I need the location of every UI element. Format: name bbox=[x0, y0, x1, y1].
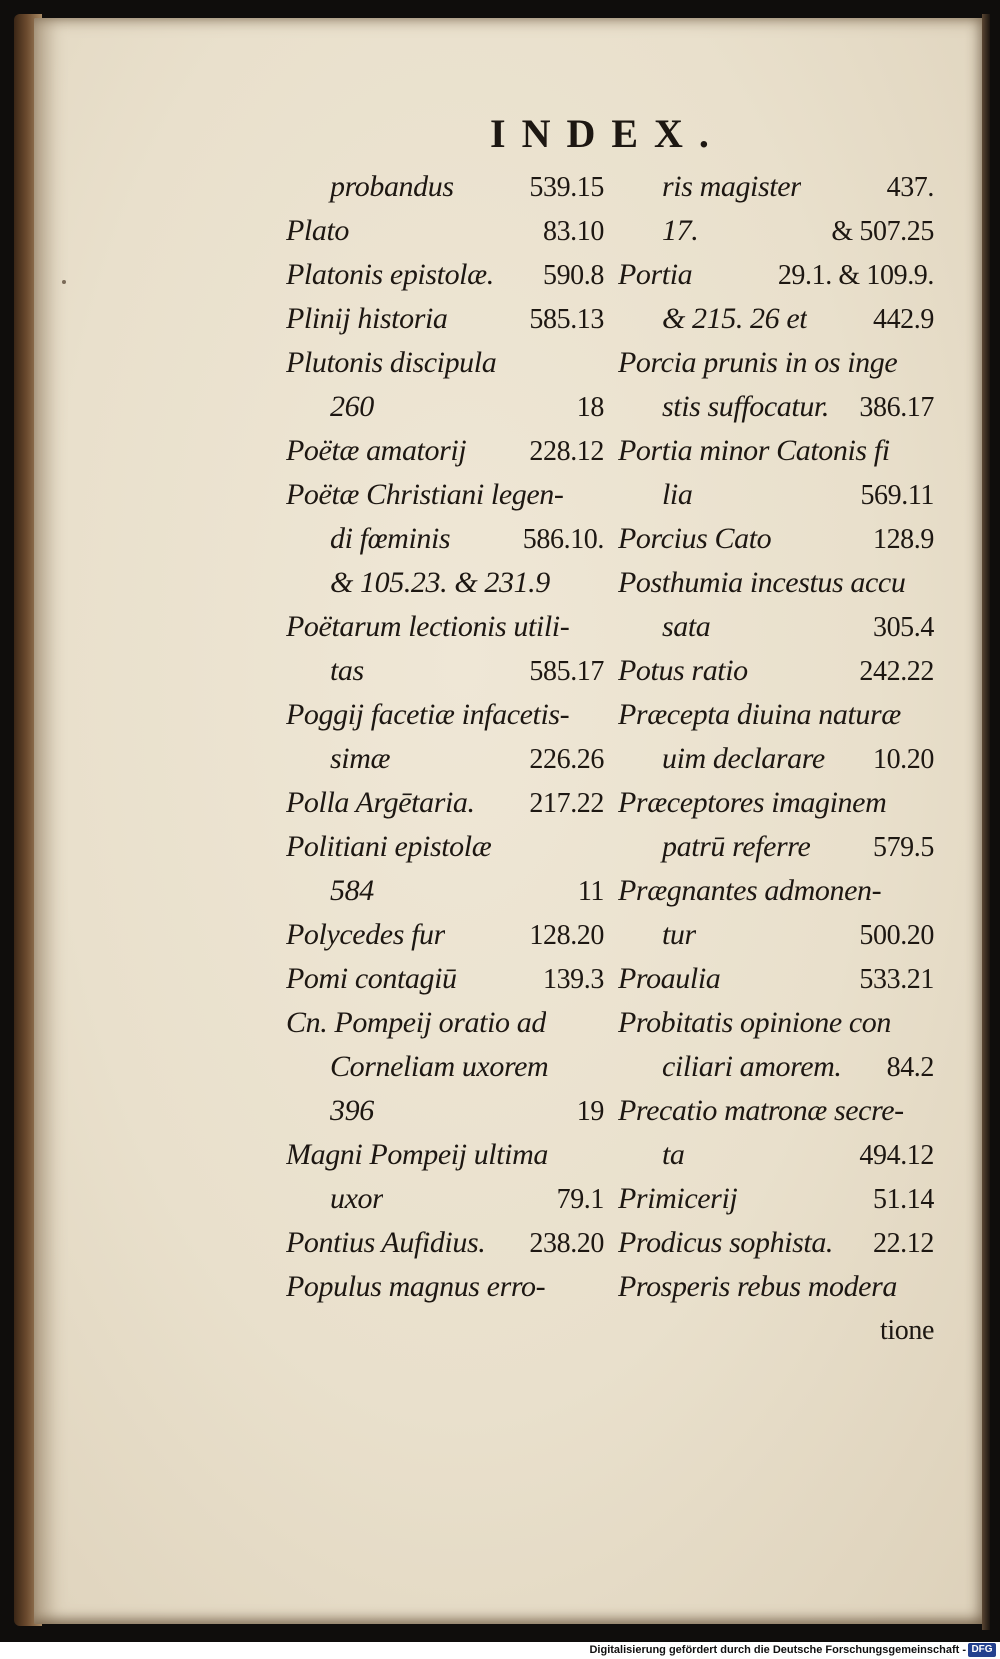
index-entry bbox=[618, 517, 934, 561]
index-entry-term: Poëtæ amatorij bbox=[286, 434, 467, 467]
index-entry-reference: 10.20 bbox=[872, 744, 934, 775]
index-entry bbox=[618, 1001, 934, 1045]
index-entry bbox=[286, 1265, 604, 1309]
index-entry-term: patrū referre bbox=[662, 830, 811, 863]
index-entry bbox=[286, 693, 604, 737]
index-entry-reference: 84.2 bbox=[886, 1052, 934, 1083]
index-entry bbox=[286, 473, 604, 517]
index-entry bbox=[286, 1001, 604, 1045]
index-entry bbox=[286, 913, 604, 957]
index-column-left bbox=[286, 165, 604, 1309]
index-entry-term: Porcius Cato bbox=[618, 522, 772, 555]
index-entry-term: Potus ratio bbox=[618, 654, 748, 687]
index-entry-reference: 139.3 bbox=[542, 964, 604, 995]
index-entry bbox=[286, 649, 604, 693]
index-entry bbox=[618, 1133, 934, 1177]
index-entry-reference: 226.26 bbox=[529, 744, 604, 775]
index-entry bbox=[618, 165, 934, 209]
index-entry bbox=[286, 253, 604, 297]
index-entry-term: Prodicus sophista. bbox=[618, 1226, 834, 1259]
index-entry-term: Pomi contagiū bbox=[286, 962, 457, 995]
index-entry-reference: 51.14 bbox=[872, 1184, 934, 1215]
index-entry-reference: & 507.25 bbox=[831, 216, 934, 247]
index-entry bbox=[618, 1177, 934, 1221]
index-entry-term: ciliari amorem. bbox=[662, 1050, 842, 1083]
index-entry bbox=[286, 737, 604, 781]
index-entry-term: Platonis epistolæ. bbox=[286, 258, 494, 291]
index-entry bbox=[286, 209, 604, 253]
index-entry-term: simæ bbox=[330, 742, 391, 775]
index-entry-term: Pontius Aufidius. bbox=[286, 1226, 486, 1259]
index-entry-reference: 533.21 bbox=[859, 964, 934, 995]
index-entry-reference: 238.20 bbox=[529, 1228, 604, 1259]
index-entry bbox=[286, 297, 604, 341]
index-entry-term: probandus bbox=[330, 170, 454, 203]
index-entry bbox=[618, 209, 934, 253]
index-entry-reference: 128.9 bbox=[872, 524, 934, 555]
index-entry bbox=[286, 781, 604, 825]
index-entry-term: Polla Argētaria. bbox=[286, 786, 475, 819]
index-entry-reference: 128.20 bbox=[529, 920, 604, 951]
index-entry-term: 396 bbox=[330, 1094, 374, 1127]
index-entry-term: Plato bbox=[286, 214, 349, 247]
index-entry bbox=[618, 869, 934, 913]
index-entry-reference: 569.11 bbox=[860, 480, 934, 511]
index-entry bbox=[618, 825, 934, 869]
index-entry-term: 584 bbox=[330, 874, 374, 907]
index-entry-term: stis suffocatur. bbox=[662, 390, 829, 423]
index-entry-term: Probitatis opinione con bbox=[618, 1006, 892, 1039]
index-entry bbox=[618, 297, 934, 341]
index-entry-reference: 539.15 bbox=[529, 172, 604, 203]
index-entry bbox=[618, 1309, 934, 1353]
index-entry-term: Primicerij bbox=[618, 1182, 738, 1215]
index-entry bbox=[286, 869, 604, 913]
index-entry bbox=[618, 1221, 934, 1265]
index-entry-reference: 586.10. bbox=[522, 524, 604, 555]
index-entry-term: Corneliam uxorem bbox=[330, 1050, 549, 1083]
index-entry bbox=[618, 693, 934, 737]
index-entry bbox=[618, 473, 934, 517]
index-entry-term: uxor bbox=[330, 1182, 384, 1215]
index-entry-term: tur bbox=[662, 918, 696, 951]
index-entry-reference: 11 bbox=[577, 876, 604, 907]
index-entry-reference: 83.10 bbox=[542, 216, 604, 247]
index-entry bbox=[286, 385, 604, 429]
index-entry-reference: 29.1. & 109.9. bbox=[777, 260, 934, 291]
index-entry-reference: 494.12 bbox=[859, 1140, 934, 1171]
index-entry-term: uim declarare bbox=[662, 742, 825, 775]
page-right-edge bbox=[982, 14, 990, 1630]
index-entry-term: & 215. 26 et bbox=[662, 302, 808, 335]
index-entry-term: Portia bbox=[618, 258, 693, 291]
index-entry bbox=[286, 1221, 604, 1265]
index-entry-term: ta bbox=[662, 1138, 685, 1171]
index-entry-term: 260 bbox=[330, 390, 374, 423]
page-heading: INDEX. bbox=[490, 111, 725, 156]
index-entry-term: Poëtæ Christiani legen- bbox=[286, 478, 564, 511]
index-entry-term: Prægnantes admonen- bbox=[618, 874, 882, 907]
index-entry-term: Poëtarum lectionis utili- bbox=[286, 610, 570, 643]
index-entry bbox=[618, 649, 934, 693]
index-entry bbox=[618, 737, 934, 781]
index-entry-term: Plutonis discipula bbox=[286, 346, 497, 379]
index-entry bbox=[618, 341, 934, 385]
index-entry-reference: 19 bbox=[576, 1096, 604, 1127]
index-entry-reference: 585.13 bbox=[529, 304, 604, 335]
ink-speck bbox=[62, 280, 66, 284]
index-entry bbox=[286, 605, 604, 649]
index-entry-reference: 585.17 bbox=[529, 656, 604, 687]
index-entry-term: Populus magnus erro- bbox=[286, 1270, 546, 1303]
index-entry-reference: 22.12 bbox=[872, 1228, 934, 1259]
index-entry bbox=[618, 605, 934, 649]
index-entry bbox=[618, 429, 934, 473]
index-entry-term: Portia minor Catonis fi bbox=[618, 434, 890, 467]
index-entry bbox=[618, 1265, 934, 1309]
index-entry-term: Politiani epistolæ bbox=[286, 830, 492, 863]
index-entry-term: Cn. Pompeij oratio ad bbox=[286, 1006, 546, 1039]
index-entry bbox=[618, 913, 934, 957]
index-entry-reference: 305.4 bbox=[872, 612, 934, 643]
index-entry-reference: 228.12 bbox=[529, 436, 604, 467]
index-entry-reference: 579.5 bbox=[872, 832, 934, 863]
index-entry-term: Polycedes fur bbox=[286, 918, 445, 951]
index-entry-reference: 217.22 bbox=[529, 788, 604, 819]
index-entry bbox=[286, 429, 604, 473]
index-column-right bbox=[618, 165, 934, 1353]
index-entry bbox=[286, 1177, 604, 1221]
index-entry bbox=[286, 1133, 604, 1177]
index-entry bbox=[618, 1089, 934, 1133]
index-entry-term: Præcepta diuina naturæ bbox=[618, 698, 901, 731]
index-entry-term: sata bbox=[662, 610, 711, 643]
index-entry-reference: 79.1 bbox=[556, 1184, 604, 1215]
index-entry-term: Poggij facetiæ infacetis- bbox=[286, 698, 570, 731]
dfg-logo-icon: DFG bbox=[968, 1643, 996, 1657]
index-entry-reference: 437. bbox=[886, 172, 934, 203]
index-entry-term: Præceptores imaginem bbox=[618, 786, 887, 819]
index-entry-reference: 590.8 bbox=[542, 260, 604, 291]
index-entry bbox=[618, 385, 934, 429]
index-entry bbox=[286, 341, 604, 385]
index-entry bbox=[286, 517, 604, 561]
index-entry-reference: 386.17 bbox=[859, 392, 934, 423]
index-entry-reference: 18 bbox=[576, 392, 604, 423]
index-entry-reference: 442.9 bbox=[872, 304, 934, 335]
index-entry-term: Proaulia bbox=[618, 962, 721, 995]
index-entry bbox=[286, 1045, 604, 1089]
index-entry-reference: 500.20 bbox=[859, 920, 934, 951]
index-entry-term: Prosperis rebus modera bbox=[618, 1270, 897, 1303]
index-entry-term: Magni Pompeij ultima bbox=[286, 1138, 548, 1171]
index-entry bbox=[286, 957, 604, 1001]
index-entry-reference: 242.22 bbox=[859, 656, 934, 687]
index-entry bbox=[618, 1045, 934, 1089]
index-entry bbox=[618, 957, 934, 1001]
index-entry-reference: tione bbox=[880, 1315, 934, 1346]
index-entry-term: & 105.23. & 231.9 bbox=[330, 566, 550, 599]
index-entry-term: 17. bbox=[662, 214, 699, 247]
index-entry-term: lia bbox=[662, 478, 693, 511]
index-entry bbox=[618, 253, 934, 297]
index-entry-term: Posthumia incestus accu bbox=[618, 566, 906, 599]
index-entry-term: ris magister bbox=[662, 170, 802, 203]
index-entry-term: Plinij historia bbox=[286, 302, 448, 335]
index-entry bbox=[286, 1089, 604, 1133]
index-entry-term: Precatio matronæ secre- bbox=[618, 1094, 904, 1127]
index-entry bbox=[618, 781, 934, 825]
index-entry bbox=[286, 165, 604, 209]
digitization-credit: Digitalisierung gefördert durch die Deutsche Forschungsgemeinschaft - bbox=[589, 1644, 966, 1656]
index-entry-term: Porcia prunis in os inge bbox=[618, 346, 898, 379]
index-entry bbox=[286, 561, 604, 605]
index-entry-term: tas bbox=[330, 654, 364, 687]
index-entry bbox=[286, 825, 604, 869]
index-entry bbox=[618, 561, 934, 605]
index-entry-term: di fœminis bbox=[330, 522, 451, 555]
